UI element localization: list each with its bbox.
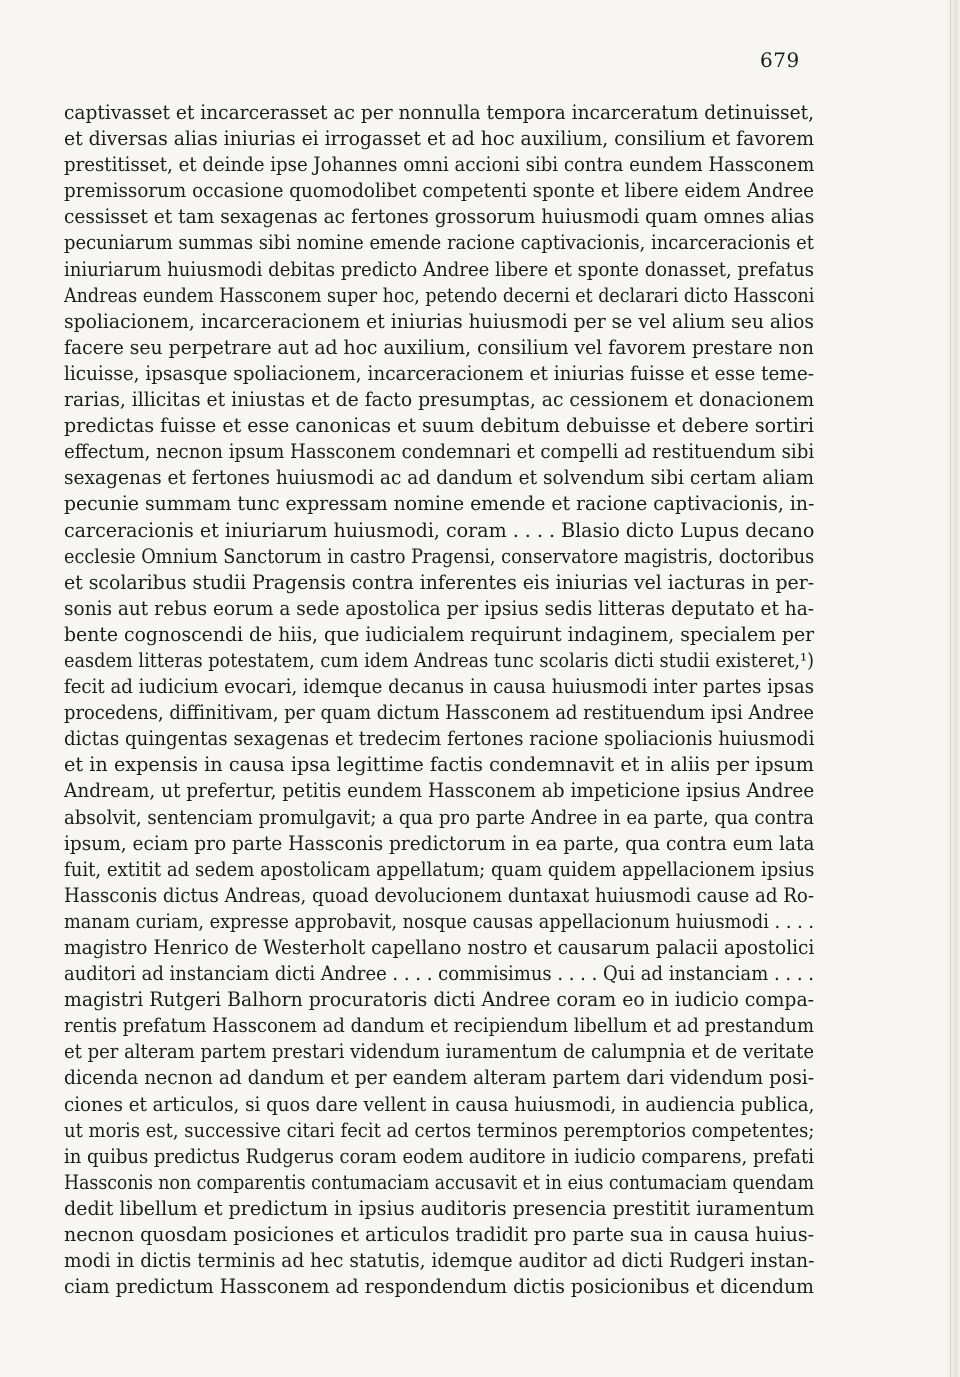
text-line: Andreas eundem Hassconem super hoc, petendo decerni et declarari dicto Hassconi (64, 283, 815, 307)
text-line: carceracionis et iniuriarum huiusmodi, coram . . . . Blasio dicto Lupus decano (64, 518, 815, 542)
text-line: effectum, necnon ipsum Hassconem condemnari et compelli ad restituendum sibi (64, 440, 815, 464)
page-edge-line (950, 0, 951, 1377)
text-line: absolvit, sentenciam promulgavit; a qua pro parte Andree in ea parte, qua contra (64, 805, 814, 829)
text-line: in quibus predictus Rudgerus coram eodem auditore in iudicio comparens, prefati (64, 1144, 814, 1168)
text-line: ciam predictum Hassconem ad respondendum dictis posicionibus et dicendum (64, 1275, 814, 1299)
text-line: fecit ad iudicium evocari, idemque decanus in causa huiusmodi inter partes ipsas (64, 675, 814, 699)
text-line: predictas fuisse et esse canonicas et suum debitum debuisse et debere sortiri (64, 414, 814, 438)
text-line: rarias, illicitas et iniustas et de facto presumptas, ac cessionem et donacionem (64, 388, 815, 412)
text-line: prestitisset, et deinde ipse Johannes omni accioni sibi contra eundem Hassconem (64, 153, 815, 177)
text-line: sexagenas et fertones huiusmodi ac ad dandum et solvendum sibi certam aliam (64, 466, 814, 490)
text-line: et scolaribus studii Pragensis contra inferentes eis iniurias vel iacturas in per- (64, 570, 815, 594)
text-line: auditori ad instanciam dicti Andree . . . . commisimus . . . . Qui ad instanciam . . . . (64, 962, 814, 986)
text-line: cessisset et tam sexagenas ac fertones grossorum huiusmodi quam omnes alias (64, 205, 815, 229)
text-line: captivasset et incarcerasset ac per nonnulla tempora incarceratum detinuisset, (64, 101, 814, 124)
text-line: Hassconis non comparentis contumaciam accusavit et in eius contumaciam quendam (64, 1170, 814, 1194)
text-line: bente cognoscendi de hiis, que iudicialem requirunt indaginem, specialem per (64, 622, 815, 646)
text-line: licuisse, ipsasque spoliacionem, incarceracionem et iniurias fuisse et esse teme- (64, 361, 814, 385)
text-line: magistri Rutgeri Balhorn procuratoris dicti Andree coram eo in iudicio compa- (64, 988, 814, 1012)
text-line: sonis aut rebus eorum a sede apostolica per ipsius sedis litteras deputato et ha- (64, 596, 814, 620)
text-line: dedit libellum et predictum in ipsius auditoris presencia prestitit iuramentum (64, 1196, 815, 1220)
text-line: necnon quosdam posiciones et articulos tradidit pro parte sua in causa huius- (64, 1223, 815, 1247)
text-line: iniuriarum huiusmodi debitas predicto Andree libere et sponte donasset, prefatus (64, 257, 814, 281)
text-line: procedens, diffinitivam, per quam dictum Hassconem ad restituendum ipsi Andree (64, 701, 814, 725)
text-line: Hassconis dictus Andreas, quoad devolucionem duntaxat huiusmodi cause ad Ro- (64, 883, 814, 907)
text-line: Andream, ut prefertur, petitis eundem Hassconem ab impeticione ipsius Andree (64, 779, 815, 803)
text-line: ut moris est, successive citari fecit ad certos terminos peremptorios competentes; (64, 1118, 815, 1142)
body-text (64, 100, 814, 1300)
text-line: spoliacionem, incarceracionem et iniurias huiusmodi per se vel alium seu alios (64, 309, 814, 333)
text-line: easdem litteras potestatem, cum idem Andreas tunc scolaris dicti studii existeret,¹) (64, 648, 815, 672)
text-line: manam curiam, expresse approbavit, nosque causas appellacionum huiusmodi . . . . (64, 909, 814, 933)
text-line: magistro Henrico de Westerholt capellano nostro et causarum palacii apostolici (64, 936, 815, 959)
text-line: facere seu perpetrare aut ad hoc auxilium, consilium vel favorem prestare non (64, 335, 814, 359)
text-line: dictas quingentas sexagenas et tredecim fertones racione spoliacionis huiusmodi (64, 727, 815, 751)
text-line: rentis prefatum Hassconem ad dandum et recipiendum libellum et ad prestandum (64, 1014, 814, 1038)
text-line: ciones et articulos, si quos dare vellent in causa huiusmodi, in audiencia publica, (64, 1092, 815, 1116)
text-line: et per alteram partem prestari videndum iuramentum de calumpnia et de veritate (64, 1040, 814, 1064)
page-edge-shadow (946, 0, 960, 1377)
text-line: ecclesie Omnium Sanctorum in castro Pragensi, conservatore magistris, doctoribus (64, 544, 815, 568)
text-line: fuit, extitit ad sedem apostolicam appellatum; quam quidem appellacionem ipsius (64, 857, 815, 881)
text-line: modi in dictis terminis ad hec statutis, idemque auditor ad dicti Rudgeri instan- (64, 1249, 815, 1273)
text-line: dicenda necnon ad dandum et per eandem alteram partem dari videndum posi- (64, 1066, 814, 1090)
text-line: et in expensis in causa ipsa legittime factis condemnavit et in aliis per ipsum (64, 753, 814, 777)
text-line: pecuniarum summas sibi nomine emende racione captivacionis, incarceracionis et (64, 231, 814, 255)
page-number: 679 (760, 48, 800, 72)
text-line: pecunie summam tunc expressam nomine emende et racione captivacionis, in- (64, 492, 815, 516)
text-line: premissorum occasione quomodolibet competenti sponte et libere eidem Andree (64, 179, 814, 203)
text-line: ipsum, eciam pro parte Hassconis predictorum in ea parte, qua contra eum lata (64, 831, 815, 855)
text-line: et diversas alias iniurias ei irrogasset et ad hoc auxilium, consilium et favorem (64, 127, 815, 151)
